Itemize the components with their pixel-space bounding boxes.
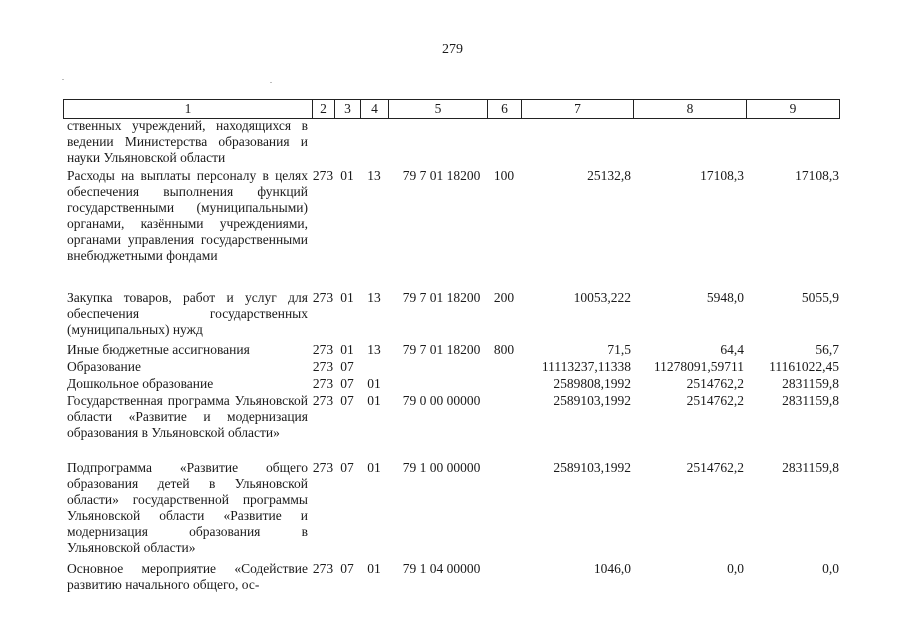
cell-amount-7: 2589103,1992 — [553, 460, 631, 475]
cell-amount-8: 5948,0 — [706, 290, 744, 305]
row-name: Образование — [67, 359, 141, 374]
cell-expense-type: 100 — [493, 168, 515, 183]
row-name: Дошкольное образование — [67, 376, 214, 391]
table-row — [63, 393, 839, 460]
cell-target-article: 79 1 00 00000 — [402, 460, 481, 475]
cell-amount-8 — [633, 118, 746, 168]
cell-subsection: 01 — [367, 561, 381, 576]
cell-amount-7 — [521, 118, 633, 168]
cell-ministry: 273 — [312, 376, 334, 391]
table-row — [63, 342, 839, 359]
row-name: ственных учреждений, находящихся в ведении Министерства образования и науки Ульяновской области — [67, 118, 308, 165]
cell-amount-8: 2514762,2 — [686, 393, 744, 408]
cell-subsection — [360, 118, 388, 168]
cell-target-article: 79 7 01 18200 — [402, 342, 481, 357]
cell-amount-7: 2589808,1992 — [553, 376, 631, 391]
cell-subsection: 01 — [367, 460, 381, 475]
cell-amount-7: 1046,0 — [593, 561, 631, 576]
cell-amount-9: 2831159,8 — [782, 376, 839, 391]
cell-ministry: 273 — [312, 393, 334, 408]
page-number: 279 — [442, 42, 463, 57]
cell-amount-9: 17108,3 — [795, 168, 839, 183]
table-row — [63, 290, 839, 342]
cell-section: 01 — [340, 168, 354, 183]
cell-ministry: 273 — [312, 342, 334, 357]
cell-expense-type: 200 — [493, 290, 515, 305]
cell-amount-8: 2514762,2 — [686, 376, 744, 391]
cell-expense-type — [487, 376, 521, 393]
header-cell-7: 7 — [522, 100, 634, 119]
cell-target-article: 79 0 00 00000 — [402, 393, 481, 408]
cell-section — [334, 118, 360, 168]
cell-amount-8: 11278091,59711 — [653, 359, 744, 374]
cell-ministry: 273 — [312, 168, 334, 183]
table-row — [63, 359, 839, 376]
header-cell-6: 6 — [488, 100, 522, 119]
cell-subsection: 01 — [367, 376, 381, 391]
header-row — [64, 100, 840, 119]
scan-speck — [270, 82, 272, 83]
cell-ministry: 273 — [312, 561, 334, 576]
cell-target-article: 79 7 01 18200 — [402, 290, 481, 305]
cell-subsection: 01 — [367, 393, 381, 408]
cell-amount-7: 10053,222 — [573, 290, 631, 305]
header-cell-5: 5 — [389, 100, 488, 119]
cell-expense-type — [487, 393, 521, 460]
cell-amount-9: 0,0 — [822, 561, 839, 576]
header-cell-9: 9 — [747, 100, 840, 119]
cell-amount-9: 2831159,8 — [782, 460, 839, 475]
cell-expense-type: 800 — [493, 342, 515, 357]
cell-amount-9 — [746, 118, 839, 168]
cell-subsection: 13 — [367, 342, 381, 357]
cell-expense-type — [487, 118, 521, 168]
row-name: Подпрограмма «Развитие общего образования детей в Ульяновской области» государственной программы Ульяновской области «Развитие и модернизация образования в Ульяновской области» — [67, 460, 308, 555]
cell-ministry: 273 — [312, 359, 334, 374]
cell-amount-8: 2514762,2 — [686, 460, 744, 475]
column-number-header — [63, 99, 840, 119]
cell-section: 01 — [340, 342, 354, 357]
cell-section: 07 — [340, 393, 354, 408]
cell-amount-7: 2589103,1992 — [553, 393, 631, 408]
table-row — [63, 376, 839, 393]
cell-ministry: 273 — [312, 290, 334, 305]
cell-section: 07 — [340, 376, 354, 391]
row-name: Государственная программа Ульяновской области «Развитие и модернизация образования в Ульяновской области» — [67, 393, 308, 440]
cell-section: 07 — [340, 460, 354, 475]
cell-target-article — [388, 118, 487, 168]
cell-section: 01 — [340, 290, 354, 305]
header-cell-4: 4 — [361, 100, 389, 119]
cell-ministry — [312, 118, 334, 168]
table-row — [63, 118, 839, 168]
table-row — [63, 561, 839, 595]
row-name: Иные бюджетные ассигнования — [67, 342, 250, 357]
cell-target-article: 79 1 04 00000 — [402, 561, 481, 576]
cell-amount-8: 64,4 — [720, 342, 744, 357]
cell-target-article — [388, 359, 487, 376]
cell-expense-type — [487, 460, 521, 561]
cell-amount-7: 25132,8 — [587, 168, 631, 183]
budget-table — [63, 118, 839, 595]
header-cell-3: 3 — [335, 100, 361, 119]
row-name: Закупка товаров, работ и услуг для обеспечения государственных (муниципальных) нужд — [67, 290, 308, 337]
cell-section: 07 — [340, 359, 354, 374]
cell-target-article: 79 7 01 18200 — [402, 168, 481, 183]
cell-amount-9: 56,7 — [815, 342, 839, 357]
cell-amount-9: 5055,9 — [801, 290, 839, 305]
cell-expense-type — [487, 561, 521, 595]
cell-subsection: 13 — [367, 168, 381, 183]
table-row — [63, 460, 839, 561]
table-row — [63, 168, 839, 290]
cell-amount-7: 71,5 — [607, 342, 631, 357]
cell-amount-8: 17108,3 — [700, 168, 744, 183]
cell-amount-9: 11161022,45 — [769, 359, 839, 374]
cell-amount-9: 2831159,8 — [782, 393, 839, 408]
cell-subsection: 13 — [367, 290, 381, 305]
cell-target-article — [388, 376, 487, 393]
cell-section: 07 — [340, 561, 354, 576]
cell-expense-type — [487, 359, 521, 376]
header-cell-1: 1 — [64, 100, 313, 119]
row-name: Расходы на выплаты персоналу в целях обеспечения выполнения функций государственными (муниципальными) органами, казёнными учреждениями, органами управления государственными внебюджетными фондами — [67, 168, 308, 263]
header-cell-8: 8 — [634, 100, 747, 119]
cell-amount-7: 11113237,11338 — [541, 359, 631, 374]
row-name: Основное мероприятие «Содействие развитию начального общего, ос- — [67, 561, 308, 592]
cell-subsection — [360, 359, 388, 376]
cell-ministry: 273 — [312, 460, 334, 475]
header-cell-2: 2 — [313, 100, 335, 119]
cell-amount-8: 0,0 — [727, 561, 744, 576]
scan-speck — [62, 79, 64, 80]
